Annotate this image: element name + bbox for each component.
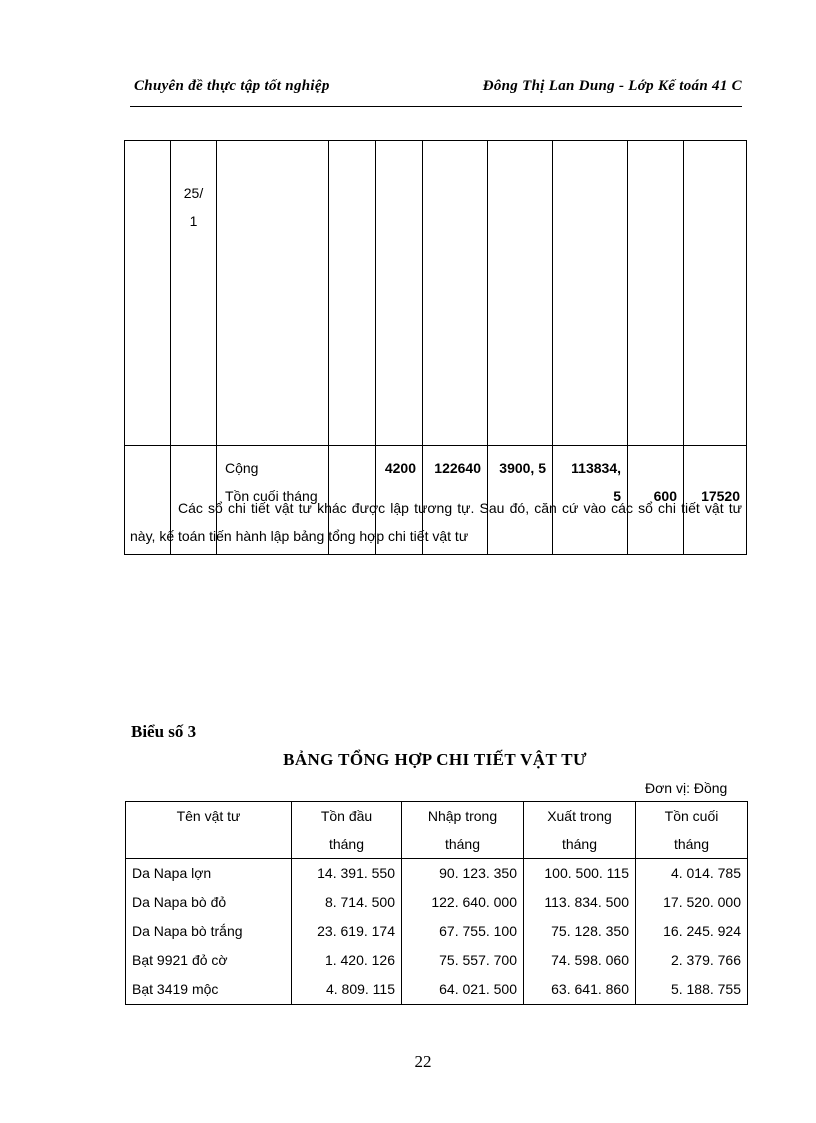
ledger-date: 25/ 1 [171,141,217,446]
table-row: Bạt 9921 đỏ cờ 1. 420. 126 75. 557. 700 74. 598. 060 2. 379. 766 [126,946,748,975]
col-header-issues: Xuất trong tháng [524,802,636,859]
unit-label: Đơn vị: Đồng [645,780,728,796]
table-row: Da Napa bò trắng 23. 619. 174 67. 755. 100 75. 128. 350 16. 245. 924 [126,917,748,946]
running-header [130,76,742,107]
nhap-qty: 4200 [376,446,423,555]
page-number: 22 [414,1052,432,1071]
col-header-closing: Tồn cuối tháng [636,802,748,859]
ton-qty: 600 [628,446,684,555]
table-row: Da Napa lợn 14. 391. 550 90. 123. 350 100. 500. 115 4. 014. 785 [126,859,748,889]
col-header-name: Tên vật tư [126,802,292,859]
table-label: Biểu số 3 [131,722,197,741]
header-title: Chuyên đề thực tập tốt nghiệp [134,78,330,94]
table-row: Bạt 3419 mộc 4. 809. 115 64. 021. 500 63. 641. 860 5. 188. 755 [126,975,748,1005]
body-paragraph: Các sổ chi tiết vật tư khác được lập tương tự. Sau đó, căn cứ vào các sổ chi tiết vật tư này, kế toán tiến hành lập bảng tổng hợp chi tiết vật tư [130,500,742,544]
table-row: Da Napa bò đỏ 8. 714. 500 122. 640. 000 113. 834. 500 17. 520. 000 [126,888,748,917]
total-label: Cộng [225,460,259,476]
closing-label: Tồn cuối tháng [225,488,318,504]
header-author: Đông Thị Lan Dung - Lớp Kế toán 41 C [482,78,742,94]
summary-table [125,801,748,1005]
summary-header-row [126,802,748,859]
nhap-amount: 122640 [423,446,488,555]
xuat-qty: 3900, 5 [488,446,553,555]
ledger-table [124,140,747,555]
ledger-row-entry [125,141,747,446]
col-header-opening: Tồn đầu tháng [292,802,402,859]
col-header-receipts: Nhập trong tháng [402,802,524,859]
ton-amount: 17520 [684,446,747,555]
xuat-amount: 113834, 5 [553,446,628,555]
table-title: BẢNG TỔNG HỢP CHI TIẾT VẬT TƯ [283,750,587,769]
